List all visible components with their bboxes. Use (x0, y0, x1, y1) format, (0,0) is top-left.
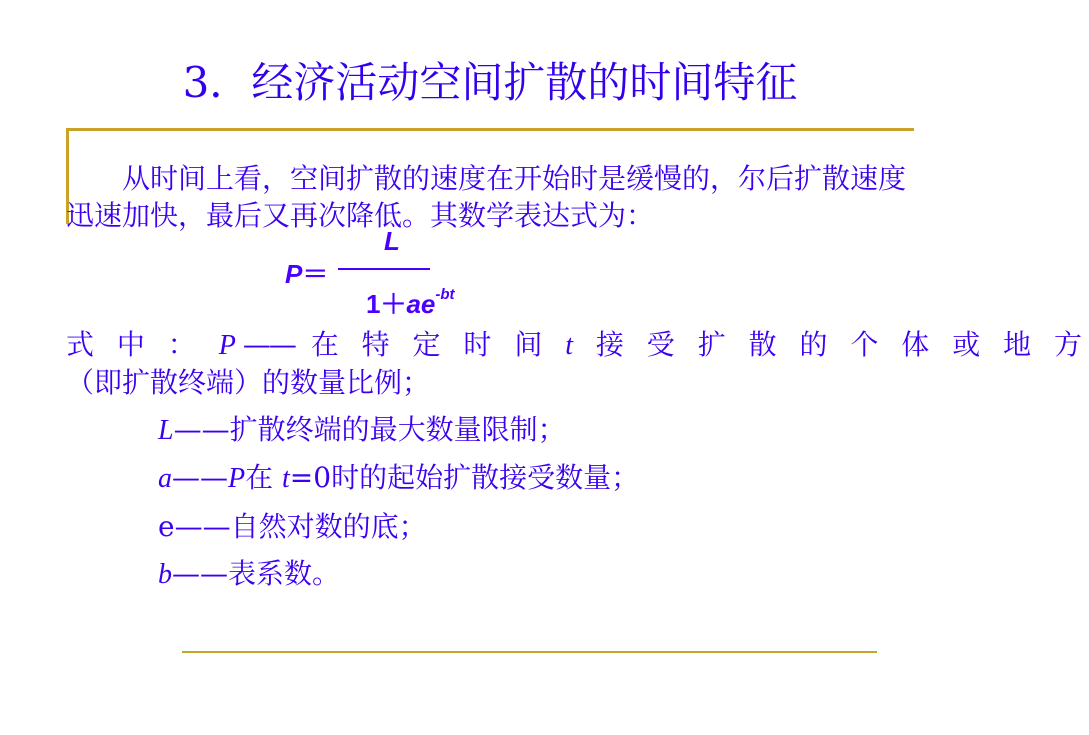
def-b-var: b (158, 559, 172, 590)
formula-fraction-bar (338, 268, 430, 270)
formula-den-one: 1＋ (366, 289, 407, 319)
def-p-prefix: 式 中 ： (66, 328, 219, 361)
definition-a (158, 459, 639, 497)
decor-rule-bottom (182, 651, 877, 653)
def-e-text: ——自然对数的底； (174, 510, 427, 543)
intro-paragraph (66, 160, 916, 234)
intro-text: 从时间上看，空间扩散的速度在开始时是缓慢的，尔后扩散速度迅速加快，最后又再次降低。其数学表达式为： (66, 162, 907, 232)
def-b-text: ——表系数。 (172, 557, 341, 590)
decor-rule-top (66, 128, 914, 131)
definition-e (158, 508, 427, 545)
formula-denominator (366, 284, 455, 321)
slide-title: 3．经济活动空间扩散的时间特征 (182, 58, 798, 107)
definition-p-line2: （即扩散终端）的数量比例； (66, 366, 431, 399)
def-a-t: t (282, 463, 290, 494)
formula-numerator: L (384, 226, 400, 256)
def-p-dash: —— (242, 328, 295, 361)
definition-p-line1 (66, 326, 1089, 364)
definition-b (158, 555, 340, 593)
formula-lhs (285, 254, 328, 291)
formula-den-var: ae (406, 289, 436, 319)
def-L-var: L (158, 415, 174, 446)
def-p-text-a: 在 特 定 时 间 (294, 328, 566, 361)
formula-den-exp: -bt (435, 286, 455, 304)
def-a-var: a (158, 463, 172, 494)
def-p-var: P (218, 330, 243, 361)
formula-lhs-var: P (285, 259, 303, 289)
def-L-text: ——扩散终端的最大数量限制； (173, 413, 566, 446)
formula-equals: ＝ (302, 259, 329, 289)
def-a-text2: =0时的起始扩散接受数量； (289, 461, 640, 494)
def-p-t: t (565, 330, 580, 361)
def-a-text1: 在 (245, 461, 283, 494)
def-e-var: e (158, 510, 175, 543)
def-p-text-b: 接 受 扩 散 的 个 体 或 地 方 (580, 328, 1089, 361)
def-a-P: P (228, 463, 246, 494)
definition-L (158, 411, 566, 449)
def-a-dash: —— (172, 461, 228, 494)
